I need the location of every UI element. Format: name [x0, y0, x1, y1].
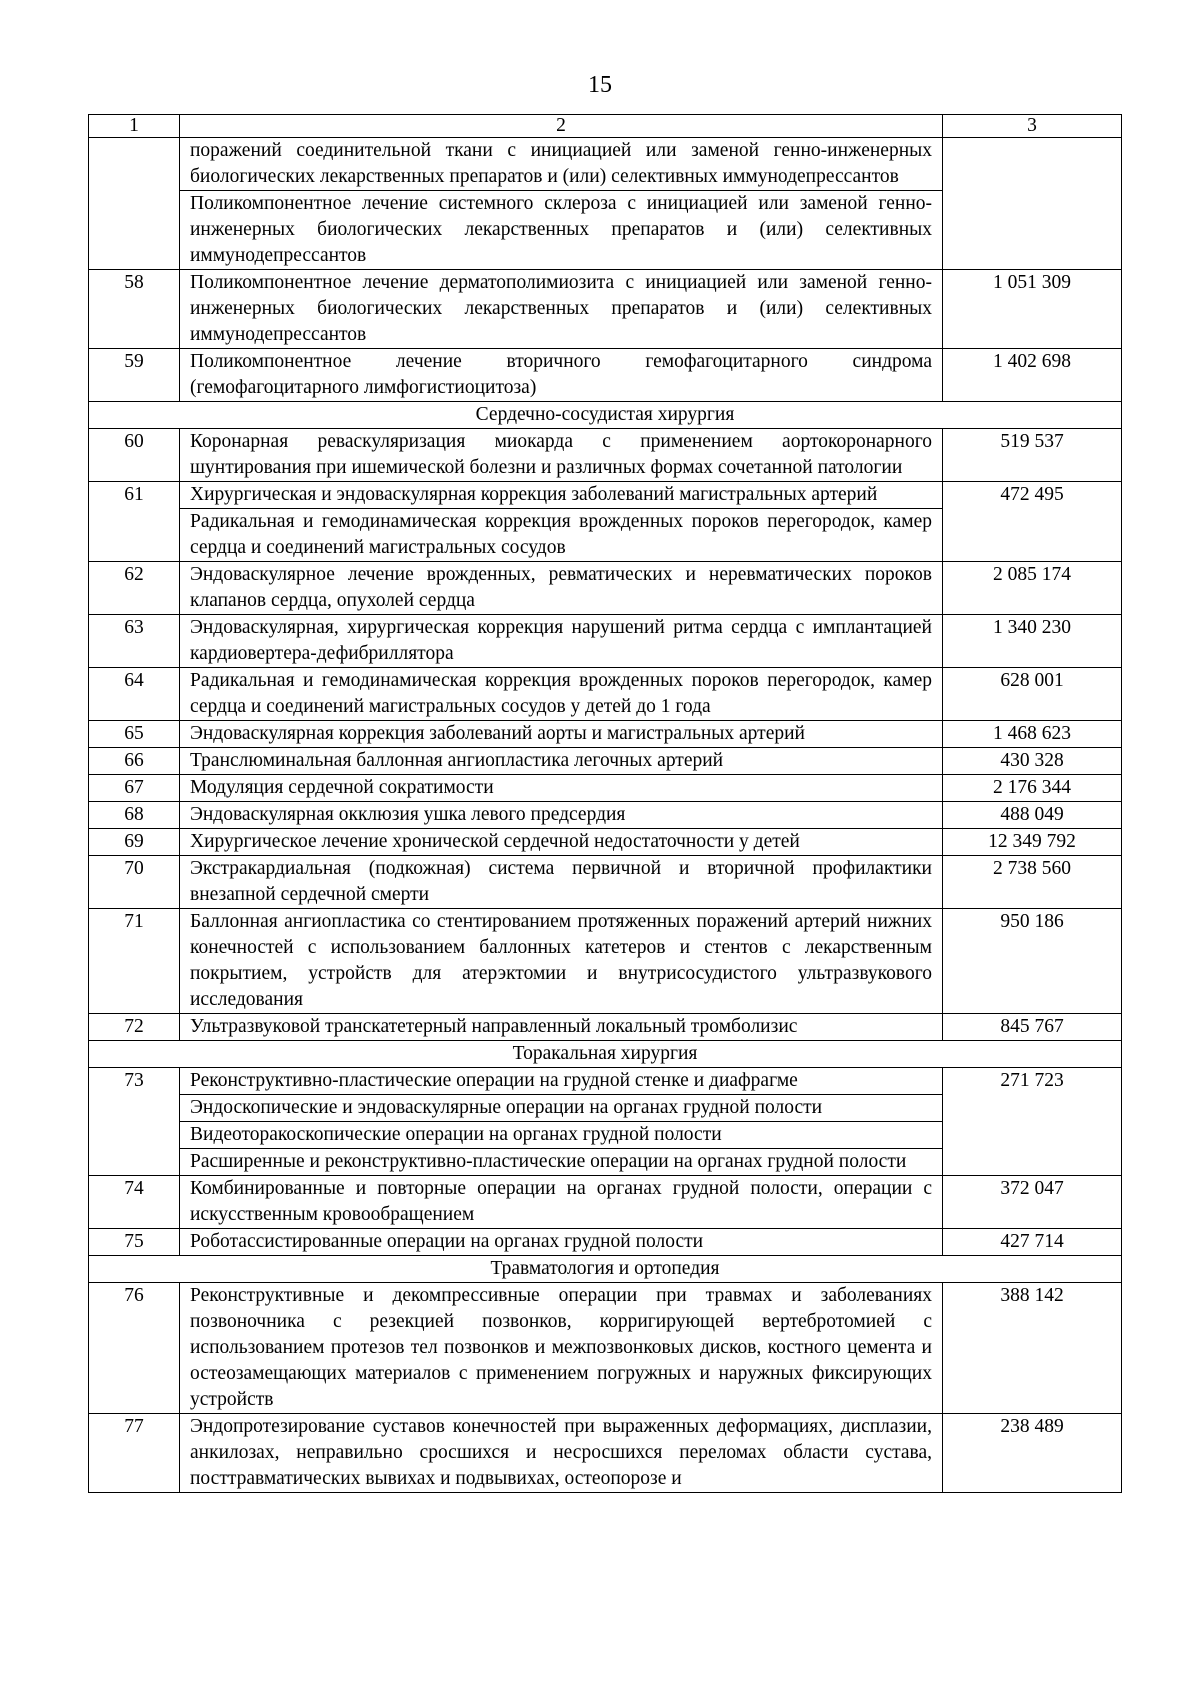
row-cost: 845 767	[943, 1014, 1122, 1041]
row-cost: 1 402 698	[943, 349, 1122, 402]
table-body	[89, 138, 1122, 1493]
row-cost: 472 495	[943, 482, 1122, 562]
row-cost: 388 142	[943, 1283, 1122, 1414]
row-cost: 238 489	[943, 1414, 1122, 1493]
row-number	[89, 138, 180, 270]
row-number: 71	[89, 909, 180, 1014]
row-description: Эндоскопические и эндоваскулярные операции на органах грудной полости	[180, 1095, 943, 1122]
row-number: 65	[89, 721, 180, 748]
table-row	[89, 138, 1122, 191]
section-row	[89, 402, 1122, 429]
table-row	[89, 802, 1122, 829]
row-cost: 1 051 309	[943, 270, 1122, 349]
tariff-table	[88, 114, 1122, 1493]
section-title: Торакальная хирургия	[89, 1041, 1122, 1068]
row-number: 67	[89, 775, 180, 802]
row-cost	[943, 138, 1122, 270]
page-number: 15	[588, 72, 612, 98]
row-cost: 519 537	[943, 429, 1122, 482]
table-row	[89, 775, 1122, 802]
section-title: Сердечно-сосудистая хирургия	[89, 402, 1122, 429]
row-description: Ультразвуковой транскатетерный направленный локальный тромболизис	[180, 1014, 943, 1041]
row-cost: 372 047	[943, 1176, 1122, 1229]
table-header-row	[89, 115, 1122, 138]
row-description: Хирургическое лечение хронической сердечной недостаточности у детей	[180, 829, 943, 856]
row-description: Модуляция сердечной сократимости	[180, 775, 943, 802]
section-title: Травматология и ортопедия	[89, 1256, 1122, 1283]
row-number: 68	[89, 802, 180, 829]
row-cost: 2 176 344	[943, 775, 1122, 802]
table-row	[89, 562, 1122, 615]
row-number: 58	[89, 270, 180, 349]
table-row	[89, 1414, 1122, 1493]
row-description: Экстракардиальная (подкожная) система первичной и вторичной профилактики внезапной сердечной смерти	[180, 856, 943, 909]
row-description: Реконструктивные и декомпрессивные операции при травмах и заболеваниях позвоночника с резекцией позвонков, корригирующей вертебротомией с использованием протезов тел позвонков и межпозвонковых дисков, костного цемента и остеозамещающих материалов с применением погружных и наружных фиксирующих устройств	[180, 1283, 943, 1414]
row-description: Расширенные и реконструктивно-пластические операции на органах грудной полости	[180, 1149, 943, 1176]
row-number: 72	[89, 1014, 180, 1041]
row-description: Поликомпонентное лечение дерматополимиозита с инициацией или заменой генно-инженерных биологических лекарственных препаратов и (или) селективных иммунодепрессантов	[180, 270, 943, 349]
row-description: Радикальная и гемодинамическая коррекция врожденных пороков перегородок, камер сердца и соединений магистральных сосудов у детей до 1 года	[180, 668, 943, 721]
row-cost: 2 085 174	[943, 562, 1122, 615]
table-row	[89, 748, 1122, 775]
row-cost: 488 049	[943, 802, 1122, 829]
row-description: Роботассистированные операции на органах грудной полости	[180, 1229, 943, 1256]
row-cost: 950 186	[943, 909, 1122, 1014]
column-header-2: 2	[180, 115, 943, 138]
table-row	[89, 270, 1122, 349]
row-number: 60	[89, 429, 180, 482]
row-number: 74	[89, 1176, 180, 1229]
table-row	[89, 1014, 1122, 1041]
row-number: 69	[89, 829, 180, 856]
row-number: 70	[89, 856, 180, 909]
table-row	[89, 856, 1122, 909]
row-number: 63	[89, 615, 180, 668]
row-description: Эндоваскулярная окклюзия ушка левого предсердия	[180, 802, 943, 829]
row-description: Коронарная реваскуляризация миокарда с применением аортокоронарного шунтирования при ишемической болезни и различных формах сочетанной патологии	[180, 429, 943, 482]
table-row	[89, 909, 1122, 1014]
row-cost: 271 723	[943, 1068, 1122, 1176]
table-row	[89, 429, 1122, 482]
table-row	[89, 829, 1122, 856]
table-row	[89, 721, 1122, 748]
row-cost: 430 328	[943, 748, 1122, 775]
row-cost: 1 340 230	[943, 615, 1122, 668]
row-description: Эндоваскулярное лечение врожденных, ревматических и неревматических пороков клапанов сердца, опухолей сердца	[180, 562, 943, 615]
row-cost: 427 714	[943, 1229, 1122, 1256]
row-description: Эндоваскулярная коррекция заболеваний аорты и магистральных артерий	[180, 721, 943, 748]
row-number: 61	[89, 482, 180, 562]
row-description: Поликомпонентное лечение вторичного гемофагоцитарного синдрома (гемофагоцитарного лимфогистиоцитоза)	[180, 349, 943, 402]
row-cost: 628 001	[943, 668, 1122, 721]
row-number: 75	[89, 1229, 180, 1256]
row-description: Транслюминальная баллонная ангиопластика легочных артерий	[180, 748, 943, 775]
table-row	[89, 615, 1122, 668]
row-description: Хирургическая и эндоваскулярная коррекция заболеваний магистральных артерий	[180, 482, 943, 509]
table-row	[89, 1068, 1122, 1095]
row-description: Радикальная и гемодинамическая коррекция врожденных пороков перегородок, камер сердца и соединений магистральных сосудов	[180, 509, 943, 562]
row-cost: 2 738 560	[943, 856, 1122, 909]
row-number: 62	[89, 562, 180, 615]
row-description: Реконструктивно-пластические операции на грудной стенке и диафрагме	[180, 1068, 943, 1095]
row-description: поражений соединительной ткани с инициацией или заменой генно-инженерных биологических лекарственных препаратов и (или) селективных иммунодепрессантов	[180, 138, 943, 191]
row-cost: 1 468 623	[943, 721, 1122, 748]
table-row	[89, 1229, 1122, 1256]
row-number: 77	[89, 1414, 180, 1493]
table-row	[89, 668, 1122, 721]
row-number: 59	[89, 349, 180, 402]
row-cost: 12 349 792	[943, 829, 1122, 856]
row-description: Эндоваскулярная, хирургическая коррекция нарушений ритма сердца с имплантацией кардиовертера-дефибриллятора	[180, 615, 943, 668]
table-row	[89, 1283, 1122, 1414]
table-row	[89, 1176, 1122, 1229]
row-description: Баллонная ангиопластика со стентированием протяженных поражений артерий нижних конечностей с использованием баллонных катетеров и стентов с лекарственным покрытием, устройств для атерэктомии и внутрисосудистого ультразвукового исследования	[180, 909, 943, 1014]
table-row	[89, 482, 1122, 509]
row-number: 76	[89, 1283, 180, 1414]
column-header-1: 1	[89, 115, 180, 138]
row-description: Видеоторакоскопические операции на органах грудной полости	[180, 1122, 943, 1149]
row-number: 66	[89, 748, 180, 775]
section-row	[89, 1041, 1122, 1068]
table-row	[89, 349, 1122, 402]
section-row	[89, 1256, 1122, 1283]
row-description: Комбинированные и повторные операции на органах грудной полости, операции с искусственным кровообращением	[180, 1176, 943, 1229]
column-header-3: 3	[943, 115, 1122, 138]
row-number: 64	[89, 668, 180, 721]
row-description: Эндопротезирование суставов конечностей при выраженных деформациях, дисплазии, анкилозах, неправильно сросшихся и несросшихся переломах области сустава, посттравматических вывихах и подвывихах, остеопорозе и	[180, 1414, 943, 1493]
row-number: 73	[89, 1068, 180, 1176]
row-description: Поликомпонентное лечение системного склероза с инициацией или заменой генно-инженерных биологических лекарственных препаратов и (или) селективных иммунодепрессантов	[180, 191, 943, 270]
